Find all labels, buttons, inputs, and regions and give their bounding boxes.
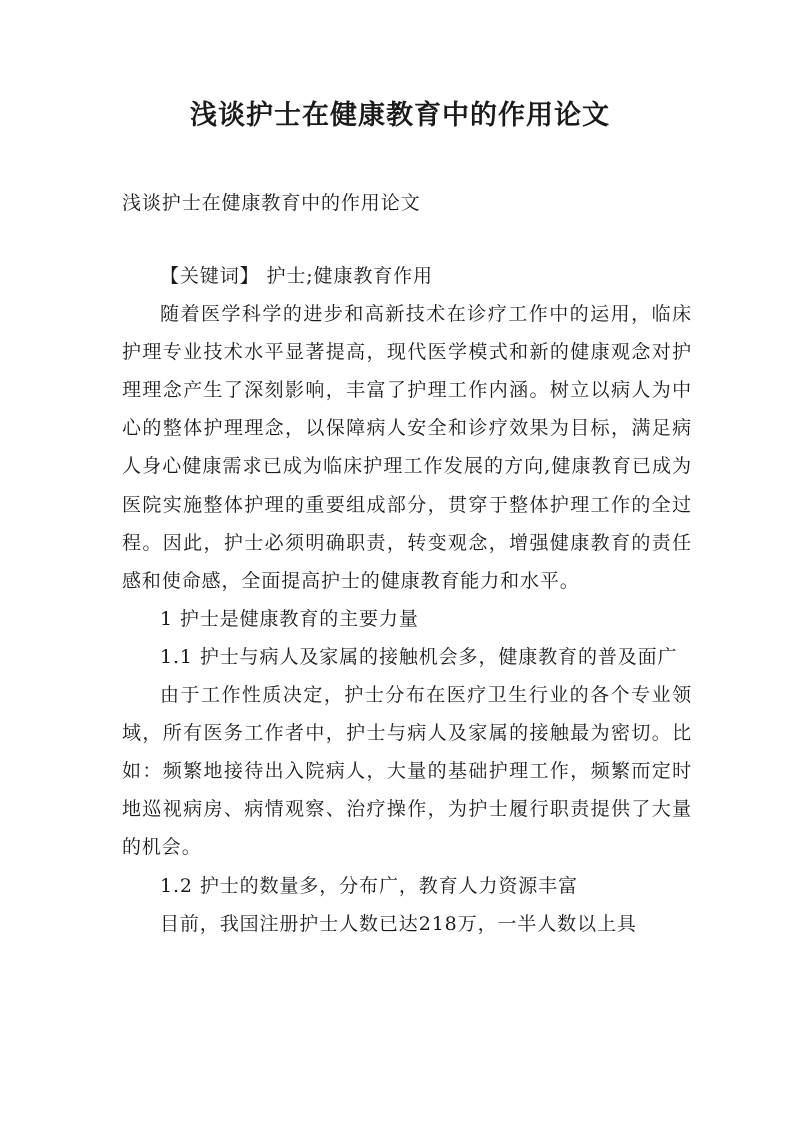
- document-subtitle: 浅谈护士在健康教育中的作用论文: [122, 192, 421, 214]
- paragraph-1-2: 目前，我国注册护士人数已达218万，一半人数以上具: [160, 912, 637, 935]
- intro-paragraph: 随着医学科学的进步和高新技术在诊疗工作中的运用，临床护理专业技术水平显著提高，现代医学模式和新的健康观念对护理理念产生了深刻影响，丰富了护理工作内涵。树立以病人为中心的整体护理理念，以保障病人安全和诊疗效果为目标，满足病人身心健康需求已成为临床护理工作发展的方向,健康教育已成为医院实施整体护理的重要组成部分，贯穿于整体护理工作的全过程。因此，护士必须明确职责，转变观念，增强健康教育的责任感和使命感，全面提高护士的健康教育能力和水平。: [122, 303, 692, 592]
- keywords-line: 【关键词】 护士;健康教育作用: [160, 265, 433, 287]
- document-body: [122, 257, 692, 943]
- paragraph-1-1: 由于工作性质决定，护士分布在医疗卫生行业的各个专业领域，所有医务工作者中，护士与病人及家属的接触最为密切。比如：频繁地接待出入院病人，大量的基础护理工作，频繁而定时地巡视病房、病情观察、治疗操作，为护士履行职责提供了大量的机会。: [122, 684, 692, 859]
- subsection-heading-1-2: 1.2 护士的数量多，分布广，教育人力资源丰富: [160, 874, 578, 897]
- document-title: 浅谈护士在健康教育中的作用论文: [190, 100, 610, 131]
- section-heading-1: 1 护士是健康教育的主要力量: [160, 607, 419, 630]
- subsection-heading-1-1: 1.1 护士与病人及家属的接触机会多，健康教育的普及面广: [160, 645, 678, 668]
